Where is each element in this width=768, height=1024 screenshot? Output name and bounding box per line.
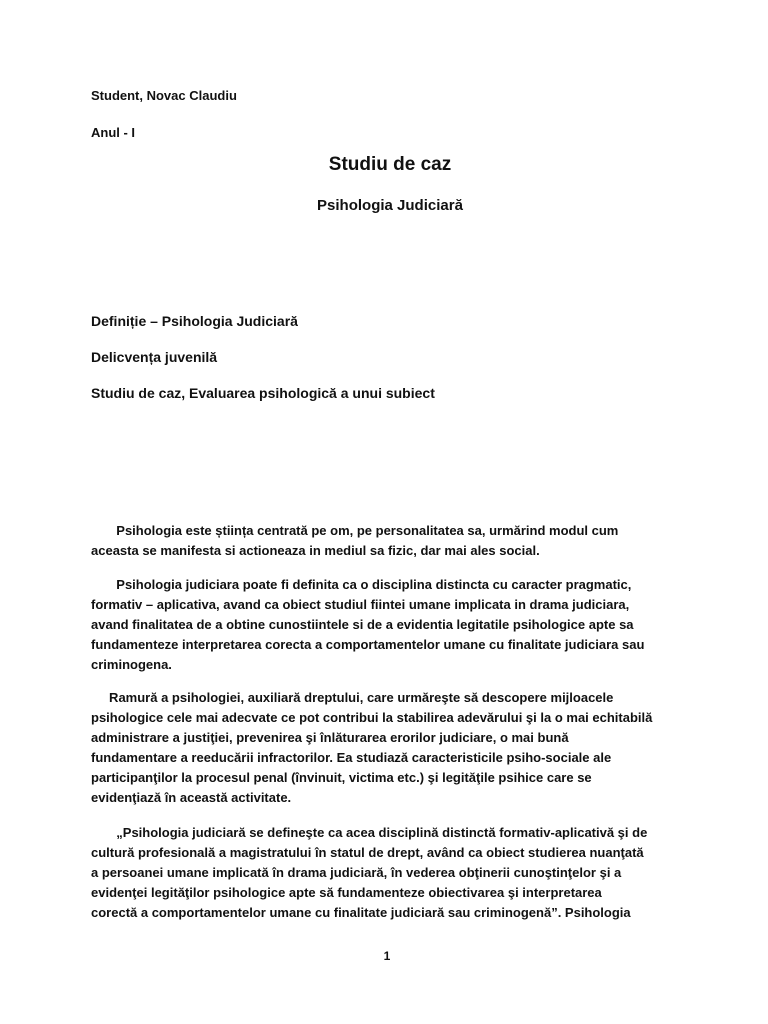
paragraph-line: psihologice cele mai adecvate ce pot contribui la stabilirea adevărului şi la o mai echitabilă [91,710,653,725]
toc-item-case-study: Studiu de caz, Evaluarea psihologică a unui subiect [91,385,435,401]
document-subtitle: Psihologia Judiciară [317,197,463,214]
paragraph-line: participanţilor la procesul penal (învinuit, victima etc.) şi legităţile psihice care se [91,770,592,785]
paragraph-line: corectă a comportamentelor umane cu finalitate judiciară sau criminogenă”. Psihologia [91,905,631,920]
paragraph-line: „Psihologia judiciară se defineşte ca acea disciplină distinctă formativ-aplicativă şi de [91,825,648,840]
page-number: 1 [383,949,391,963]
toc-item-juvenile-delinquency: Delicvența juvenilă [91,349,218,365]
paragraph-line: cultură profesională a magistratului în statul de drept, având ca obiect studierea nuanţată [91,845,644,860]
toc-item-definition: Definiție – Psihologia Judiciară [91,313,298,329]
document-title: Studiu de caz [328,154,452,175]
paragraph-line: Psihologia judiciara poate fi definita ca o disciplina distincta cu caracter pragmatic, [91,577,632,592]
paragraph-line: evidenţiază în această activitate. [91,790,292,805]
paragraph-4 [91,823,681,923]
paragraph-3 [91,688,681,808]
paragraph-line: evidenţei legităţilor psihologice apte să fundamenteze obiectivarea şi interpretarea [91,885,602,900]
paragraph-line: avand finalitatea de a obtine cunostiintele si de a evidentia legitatile psihologice apte sa [91,617,634,632]
paragraph-line: administrare a justiţiei, prevenirea şi înlăturarea erorilor judiciare, o mai bună [91,730,569,745]
paragraph-line: Psihologia este știința centrată pe om, pe personalitatea sa, urmărind modul cum [91,523,619,538]
paragraph-line: criminogena. [91,657,172,672]
study-year: Anul - I [91,125,136,140]
student-name: Student, Novac Claudiu [91,88,237,103]
paragraph-line: fundamenteze interpretarea corecta a comportamentelor umane cu finalitate judiciara sau [91,637,645,652]
paragraph-2 [91,575,681,675]
paragraph-line: aceasta se manifesta si actioneaza in mediul sa fizic, dar mai ales social. [91,543,540,558]
paragraph-line: a persoanei umane implicată în drama judiciară, în vederea obţinerii cunoştinţelor şi a [91,865,622,880]
paragraph-line: formativ – aplicativa, avand ca obiect studiul fiintei umane implicata in drama judiciara, [91,597,630,612]
paragraph-line: Ramură a psihologiei, auxiliară dreptului, care urmăreşte să descopere mijloacele [91,690,614,705]
paragraph-1 [91,521,681,561]
paragraph-line: fundamentare a reeducării infractorilor. Ea studiază caracteristicile psiho-sociale ale [91,750,612,765]
